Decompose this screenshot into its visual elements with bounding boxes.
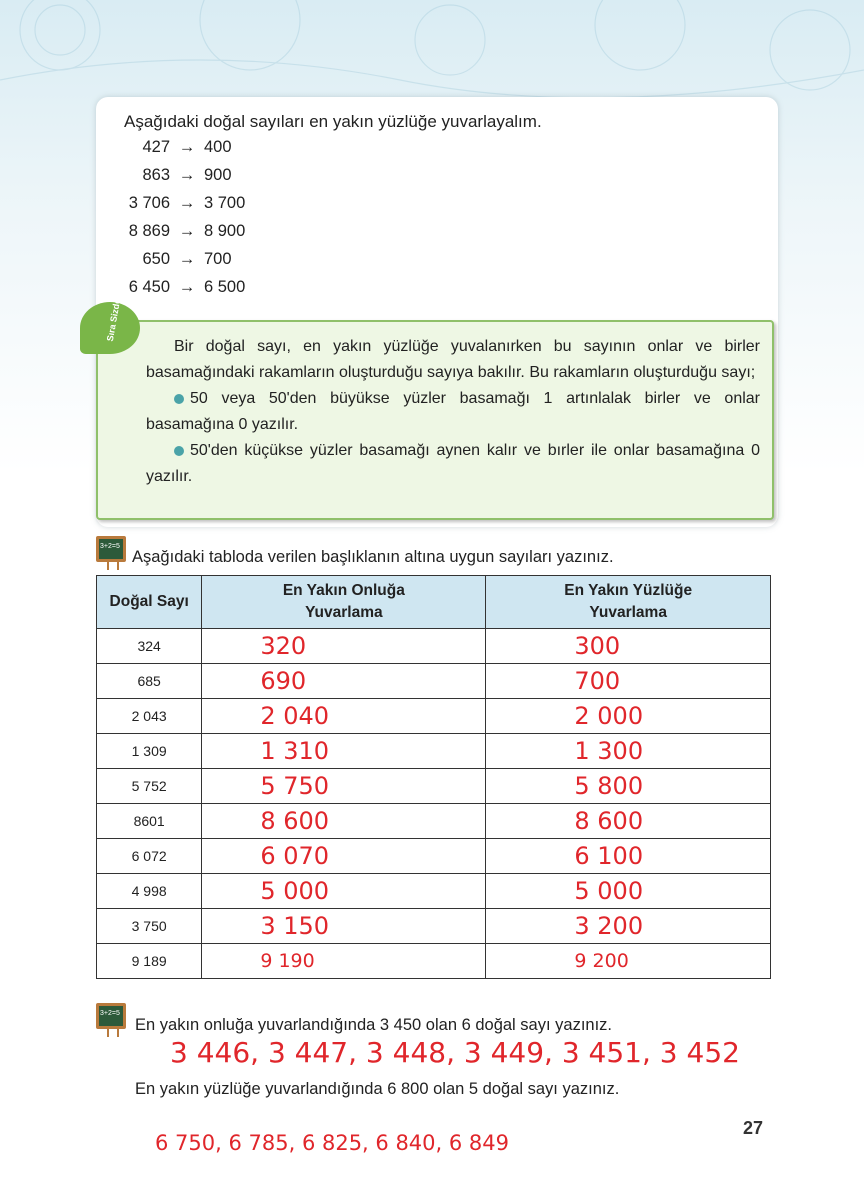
table-row [97, 734, 771, 769]
ten-answer-cell: 6 070 [202, 839, 486, 874]
table-row [97, 909, 771, 944]
column-header: Doğal Sayı [97, 576, 202, 629]
ten-answer-cell: 3 150 [202, 909, 486, 944]
note-bullet: 50 veya 50'den büyükse yüzler basamağı 1 artınlalak birler ve onlar basamağına 0 yazılır. [146, 390, 760, 433]
chalkboard-icon: 3+2=5 [96, 1003, 126, 1029]
number-cell: 4 998 [97, 874, 202, 909]
speech-bubble-icon: Sıra Sizde [80, 302, 140, 354]
note-bullet: 50'den küçükse yüzler basamağı aynen kalır ve bırler ile onlar basamağına 0 yazılır. [146, 442, 760, 485]
hundred-answer-cell: 700 [486, 664, 771, 699]
number-cell: 9 189 [97, 944, 202, 979]
rounding-table [96, 575, 771, 979]
chalkboard-icon: 3+2=5 [96, 536, 126, 562]
ten-answer-cell: 2 040 [202, 699, 486, 734]
question-1: En yakın onluğa yuvarlandığında 3 450 olan 6 doğal sayı yazınız. [135, 1016, 612, 1034]
ten-answer-cell: 8 600 [202, 804, 486, 839]
bullet-icon [174, 446, 184, 456]
table-row [97, 839, 771, 874]
example-row: 3 706 → 3 700 [128, 194, 246, 212]
intro-text: Aşağıdaki doğal sayıları en yakın yüzlüğe yuvarlayalım. [124, 112, 542, 131]
number-cell: 5 752 [97, 769, 202, 804]
table-instruction: Aşağıdaki tabloda verilen başlıklanın altına uygun sayıları yazınız. [132, 548, 614, 566]
table-row [97, 664, 771, 699]
example-row: 8 869 → 8 900 [128, 222, 246, 240]
column-header: En Yakın Yüzlüğe Yuvarlama [486, 576, 771, 629]
number-cell: 6 072 [97, 839, 202, 874]
number-cell: 8601 [97, 804, 202, 839]
hundred-answer-cell: 2 000 [486, 699, 771, 734]
number-cell: 685 [97, 664, 202, 699]
hundred-answer-cell: 3 200 [486, 909, 771, 944]
answer-2-handwritten: 6 750, 6 785, 6 825, 6 840, 6 849 [155, 1131, 509, 1155]
ten-answer-cell: 690 [202, 664, 486, 699]
question-2: En yakın yüzlüğe yuvarlandığında 6 800 olan 5 doğal sayı yazınız. [135, 1080, 620, 1098]
ten-answer-cell: 9 190 [202, 944, 486, 979]
decorative-pattern [0, 0, 864, 110]
table-row [97, 944, 771, 979]
number-cell: 324 [97, 629, 202, 664]
table-row [97, 874, 771, 909]
example-row: 6 450 → 6 500 [128, 278, 246, 296]
info-note-text [146, 334, 760, 490]
table-row [97, 629, 771, 664]
column-header: En Yakın Onluğa Yuvarlama [202, 576, 486, 629]
note-paragraph: Bir doğal sayı, en yakın yüzlüğe yuvalanırken bu sayının onlar ve birler basamağındaki rakamların oluşturduğu sayıya bakılır. Bu rakamların oluşturduğu sayı; [146, 338, 760, 381]
page-number: 27 [743, 1118, 764, 1138]
table-row [97, 699, 771, 734]
hundred-answer-cell: 9 200 [486, 944, 771, 979]
ten-answer-cell: 320 [202, 629, 486, 664]
bullet-icon [174, 394, 184, 404]
hundred-answer-cell: 8 600 [486, 804, 771, 839]
hundred-answer-cell: 6 100 [486, 839, 771, 874]
number-cell: 2 043 [97, 699, 202, 734]
table-row [97, 769, 771, 804]
hundred-answer-cell: 1 300 [486, 734, 771, 769]
example-row: 863 → 900 [142, 166, 232, 184]
table-row [97, 804, 771, 839]
ten-answer-cell: 5 750 [202, 769, 486, 804]
example-row: 650 → 700 [142, 250, 232, 268]
example-row: 427 → 400 [142, 138, 232, 156]
ten-answer-cell: 5 000 [202, 874, 486, 909]
hundred-answer-cell: 5 000 [486, 874, 771, 909]
number-cell: 3 750 [97, 909, 202, 944]
answer-1-handwritten: 3 446, 3 447, 3 448, 3 449, 3 451, 3 452 [170, 1036, 740, 1069]
hundred-answer-cell: 5 800 [486, 769, 771, 804]
number-cell: 1 309 [97, 734, 202, 769]
ten-answer-cell: 1 310 [202, 734, 486, 769]
hundred-answer-cell: 300 [486, 629, 771, 664]
